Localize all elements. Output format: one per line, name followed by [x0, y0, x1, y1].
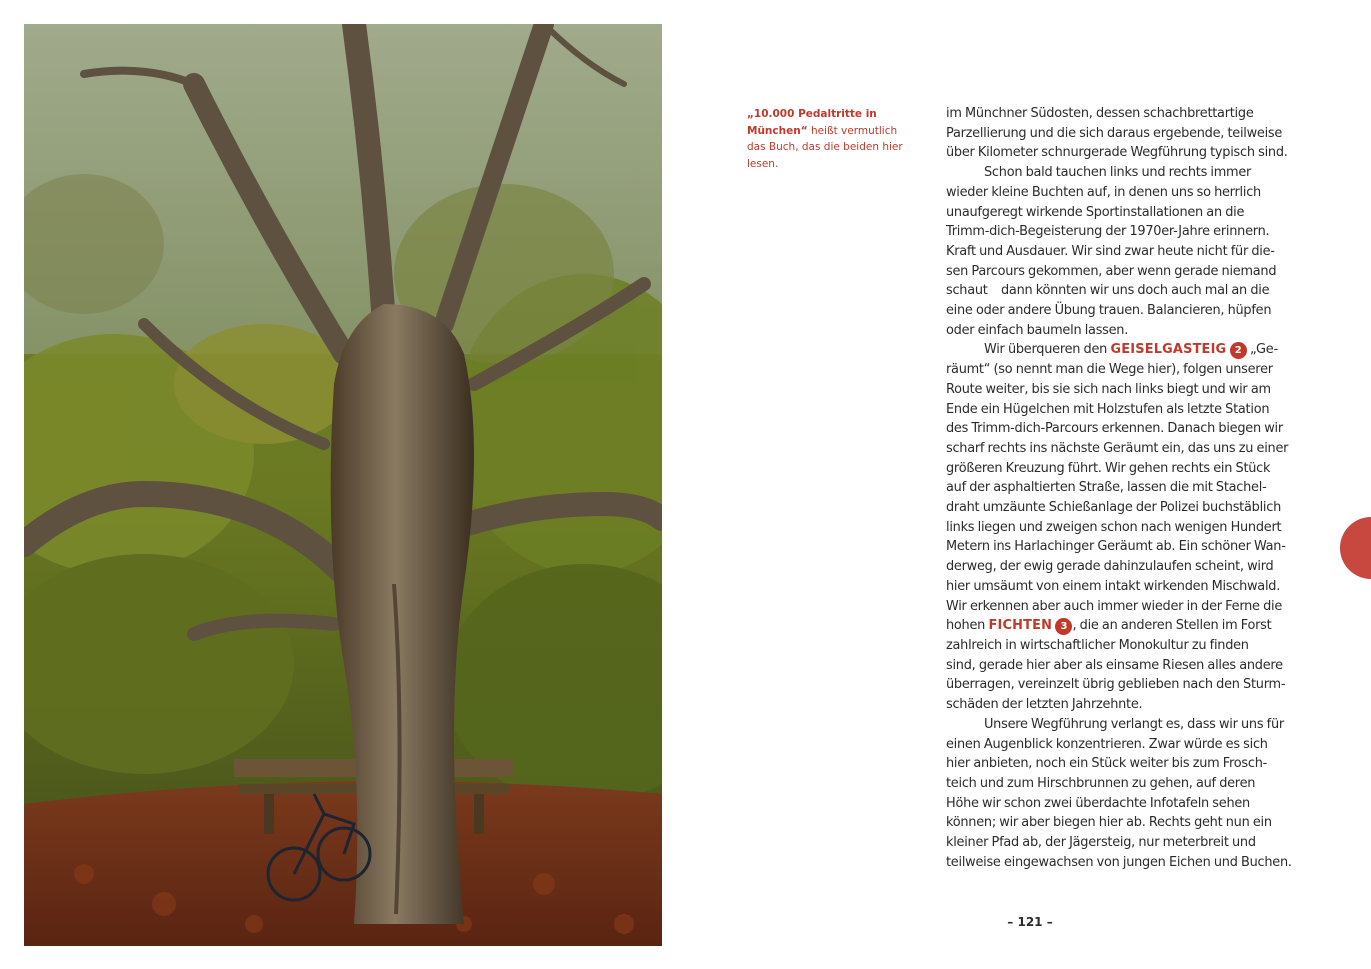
- caption-book-title: „10.000 Pedaltritte in München“: [747, 108, 877, 137]
- text-line: draht umzäunte Schießanlage der Polizei buchstäblich: [946, 500, 1281, 516]
- photo-caption: [747, 106, 909, 172]
- text-line: teich und zum Hirschbrunnen zu gehen, auf deren: [946, 775, 1256, 791]
- text-line: schäden der letzten Jahrzehnte.: [946, 697, 1143, 713]
- text-line: können; wir aber biegen hier ab. Rechts geht nun ein: [946, 815, 1272, 831]
- text-line: Unsere Wegführung verlangt es, dass wir uns für: [984, 716, 1284, 732]
- text-line: im Münchner Südosten, dessen schachbrettartige: [946, 106, 1254, 121]
- text-line: Trimm-dich-Begeisterung der 1970er-Jahre erinnern.: [946, 224, 1270, 240]
- text-line: unaufgeregt wirkende Sportinstallationen an die: [946, 204, 1245, 220]
- text-fragment: Wir überqueren den: [984, 342, 1111, 358]
- text-line: räumt“ (so nennt man die Wege hier), folgen unserer: [946, 362, 1273, 378]
- text-line: Kraft und Ausdauer. Wir sind zwar heute nicht für die-: [946, 243, 1275, 259]
- text-line: Route weiter, bis sie sich nach links biegt und wir am: [946, 381, 1271, 397]
- paragraph-2: [946, 163, 1316, 340]
- text-line: auf der asphaltierten Straße, lassen die mit Stachel-: [946, 480, 1267, 496]
- poi-number-badge: 2: [1230, 342, 1247, 359]
- text-line: über Kilometer schnurgerade Wegführung typisch sind.: [946, 145, 1288, 161]
- poi-geiselgasteig: GEISELGASTEIG: [1110, 342, 1227, 358]
- text-line: kleiner Pfad ab, der Jägersteig, nur meterbreit und: [946, 835, 1256, 851]
- text-line: zahlreich in wirtschaftlicher Monokultur zu finden: [946, 637, 1249, 653]
- text-line: wieder kleine Buchten auf, in denen uns so herrlich: [946, 184, 1261, 200]
- text-line: Ende ein Hügelchen mit Holzstufen als letzte Station: [946, 401, 1270, 417]
- text-fragment: , die an anderen Stellen im Forst: [1072, 618, 1272, 634]
- text-line: hier anbieten, noch ein Stück weiter bis zum Frosch-: [946, 756, 1268, 772]
- text-line: des Trimm-dich-Parcours erkennen. Danach biegen wir: [946, 421, 1283, 437]
- text-line: Schon bald tauchen links und rechts immer: [984, 165, 1252, 181]
- text-line: Höhe wir schon zwei überdachte Infotafeln sehen: [946, 795, 1250, 811]
- text-line: überragen, vereinzelt übrig geblieben nach den Sturm-: [946, 677, 1286, 693]
- body-text: [946, 104, 1316, 872]
- tree-photo: [24, 24, 662, 946]
- text-line: eine oder andere Übung trauen. Balancieren, hüpfen: [946, 303, 1272, 319]
- text-line: einen Augenblick konzentrieren. Zwar würde es sich: [946, 736, 1268, 752]
- tree-illustration: [24, 24, 662, 946]
- text-line: hier umsäumt von einem intakt wirkenden Mischwald.: [946, 578, 1281, 594]
- text-line: [946, 340, 1316, 360]
- text-line: oder einfach baumeln lassen.: [946, 322, 1129, 338]
- paragraph-4: [946, 715, 1316, 873]
- poi-fichten: FICHTEN: [988, 618, 1053, 634]
- text-line: derweg, der ewig gerade dahinzulaufen scheint, wird: [946, 559, 1274, 575]
- text-line: sen Parcours gekommen, aber wenn gerade niemand: [946, 263, 1277, 279]
- text-line: Parzellierung und die sich daraus ergebende, teilweise: [946, 125, 1283, 141]
- text-line: scharf rechts ins nächste Geräumt ein, das uns zu einer: [946, 440, 1289, 456]
- page-number: – 121 –: [1007, 915, 1053, 929]
- paragraph-3: [946, 340, 1316, 714]
- paragraph-1: [946, 104, 1316, 163]
- text-line: Metern ins Harlachinger Geräumt ab. Ein schöner Wan-: [946, 539, 1286, 555]
- text-line: sind, gerade hier aber als einsame Riesen alles andere: [946, 657, 1283, 673]
- text-line: [946, 616, 1316, 636]
- caption-text: heißt vermutlich das Buch, das die beiden hier lesen.: [747, 124, 903, 170]
- text-fragment: „Ge-: [1246, 342, 1278, 358]
- poi-number-badge: 3: [1055, 618, 1072, 635]
- text-line: teilweise eingewachsen von jungen Eichen und Buchen.: [946, 854, 1292, 870]
- text-line: schaut dann könnten wir uns doch auch mal an die: [946, 283, 1270, 299]
- text-line: links liegen und zweigen schon nach wenigen Hundert: [946, 519, 1282, 535]
- text-line: größeren Kreuzung führt. Wir gehen rechts ein Stück: [946, 460, 1271, 476]
- text-line: Wir erkennen aber auch immer wieder in der Ferne die: [946, 598, 1283, 614]
- text-fragment: hohen: [946, 618, 989, 634]
- chapter-thumb-tab: [1340, 517, 1371, 579]
